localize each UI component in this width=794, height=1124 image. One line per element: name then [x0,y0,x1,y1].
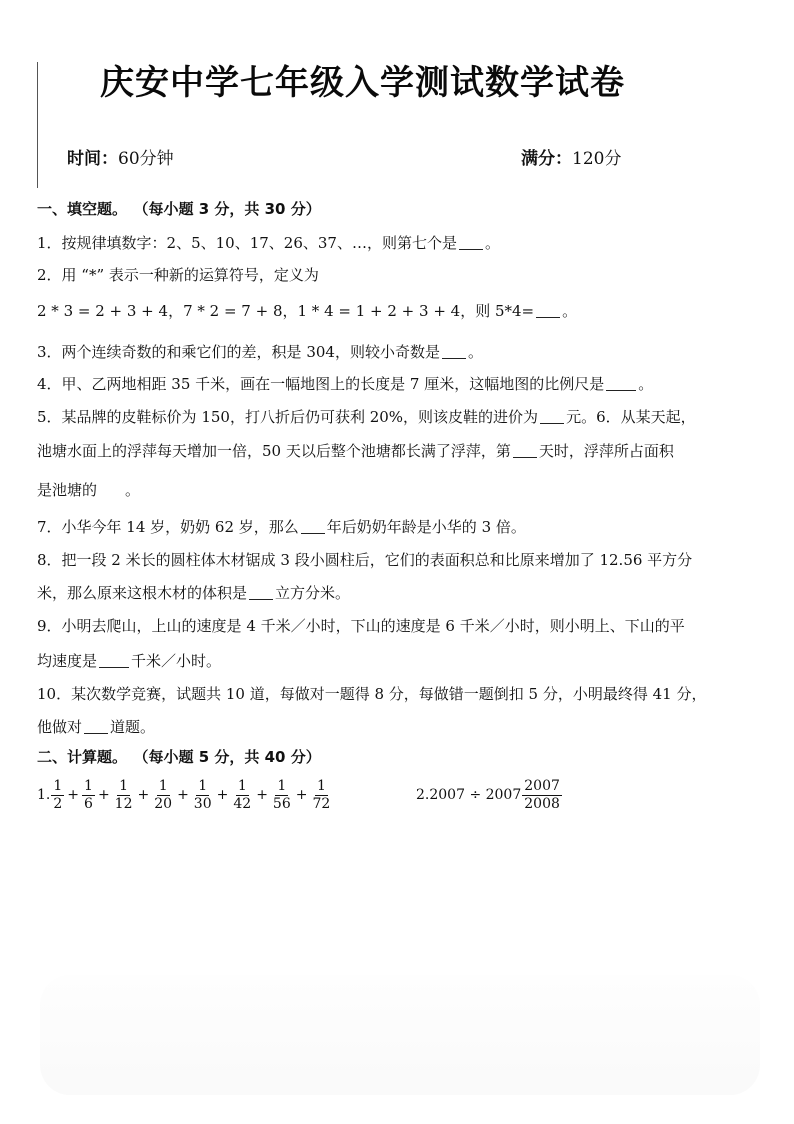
fraction-numerator: 1 [277,778,287,795]
question-6-continued: 是池塘的 。 [37,481,141,499]
score-value: 120分 [572,149,622,169]
answer-blank[interactable] [606,376,636,391]
answer-blank[interactable] [84,719,108,734]
fraction-numerator: 1 [53,778,63,795]
plus-sign: + [97,787,110,803]
question-8: 8．把一段 2 米长的圆柱体木材锯成 3 段小圆柱后，它们的表面积总和比原来增加了 12.56 平方分 [37,551,693,569]
fraction-numerator: 1 [237,778,247,795]
fraction-numerator: 1 [119,778,129,795]
question-5: 5．某品牌的皮鞋标价为 150，打八折后仍可获利 20%，则该皮鞋的进价为 元。6．从某天起， [37,408,696,426]
fraction-denominator: 12 [114,795,133,812]
plus-sign: + [216,787,229,803]
margin-rule [37,62,38,188]
fraction-denominator: 6 [84,795,93,812]
fraction-denominator: 72 [312,795,331,812]
section-calculation-note: （每小题 5 分，共 40 分） [141,748,321,766]
calculation-problems [37,772,754,822]
plus-sign: + [177,787,189,803]
fraction-denominator: 20 [154,795,173,812]
problem-1-fraction [310,778,332,811]
section-calculation-heading: 二、计算题。 （每小题 5 分，共 40 分） [37,748,321,766]
plus-sign: + [67,787,80,803]
section-fill-in-heading: 一、填空题。 （每小题 3 分，共 30 分） [37,200,321,218]
fraction-numerator: 1 [316,778,326,795]
fraction-denominator: 30 [193,795,212,812]
fraction-numerator: 1 [198,778,208,795]
problem-1-fraction [271,778,293,811]
question-9-continued: 均速度是 千米／小时。 [37,652,222,670]
problem-2-fraction [522,778,562,811]
fraction-denominator: 42 [233,795,252,812]
answer-blank[interactable] [536,303,560,318]
problem-2-label: 2. [416,787,430,803]
question-4: 4．甲、乙两地相距 35 千米，画在一幅地图上的长度是 7 厘米，这幅地图的比例尺是 。 [37,375,654,393]
answer-blank[interactable] [540,409,564,424]
time-value: 60分钟 [118,149,174,169]
plus-sign: + [137,787,150,803]
question-3: 3．两个连续奇数的和乘它们的差，积是 304，则较小奇数是 。 [37,343,483,361]
question-9: 9．小明去爬山，上山的速度是 4 千米／小时，下山的速度是 6 千米／小时，则小明上、下山的平 [37,617,685,635]
answer-blank[interactable] [459,235,483,250]
plus-sign: + [256,787,268,803]
problem-2-operands: 2007 ÷ 2007 [429,787,522,803]
time-info [67,144,174,169]
scan-smudge [40,975,760,1095]
fraction-denominator: 2 [53,795,63,812]
problem-1-label: 1. [37,787,51,803]
problem-1-expression [37,772,333,818]
question-1: 1．按规律填数字：2、5、10、17、26、37、…，则第七个是 。 [37,234,500,252]
answer-blank[interactable] [99,482,123,497]
problem-1-fraction [231,778,253,811]
plus-sign: + [295,787,308,803]
answer-blank[interactable] [513,443,537,458]
problem-2-expression [416,772,563,818]
problem-1-fraction [152,778,174,811]
fraction-denominator: 56 [272,795,291,812]
question-10-continued: 他做对 道题。 [37,718,156,736]
problem-1-fraction [82,778,95,811]
question-7: 7．小华今年 14 岁，奶奶 62 岁，那么 年后奶奶年龄是小华的 3 倍。 [37,518,526,536]
answer-blank[interactable] [249,585,273,600]
answer-blank[interactable] [99,653,129,668]
fraction-numerator: 1 [84,778,93,795]
fraction-denominator: 2008 [524,795,560,812]
question-10: 10．某次数学竞赛，试题共 10 道，每做对一题得 8 分，每做错一题倒扣 5 分，小明最终得 41 分， [37,685,707,703]
score-label: 满分： [521,149,572,169]
problem-1-fraction [113,778,135,811]
fraction-numerator: 1 [158,778,168,795]
page-title: 庆安中学七年级入学测试数学试卷 [100,63,625,103]
time-label: 时间： [67,149,118,169]
score-info [521,144,621,169]
problem-1-fraction [51,778,64,811]
fraction-numerator: 2007 [524,778,560,795]
question-6: 池塘水面上的浮萍每天增加一倍，50 天以后整个池塘都长满了浮萍，第 天时，浮萍所占面积 [37,442,674,460]
question-2-definition: 2 * 3 = 2 + 3 + 4，7 * 2 = 7 + 8，1 * 4 = 1 + 2 + 3 + 4，则 5*4= 。 [37,302,578,320]
answer-blank[interactable] [301,519,325,534]
question-2: 2．用 “*” 表示一种新的运算符号，定义为 [37,266,319,284]
answer-blank[interactable] [442,344,466,359]
section-fill-in-note: （每小题 3 分，共 30 分） [141,200,321,218]
problem-1-fraction [192,778,214,811]
question-8-continued: 米，那么原来这根木材的体积是 立方分米。 [37,584,351,602]
